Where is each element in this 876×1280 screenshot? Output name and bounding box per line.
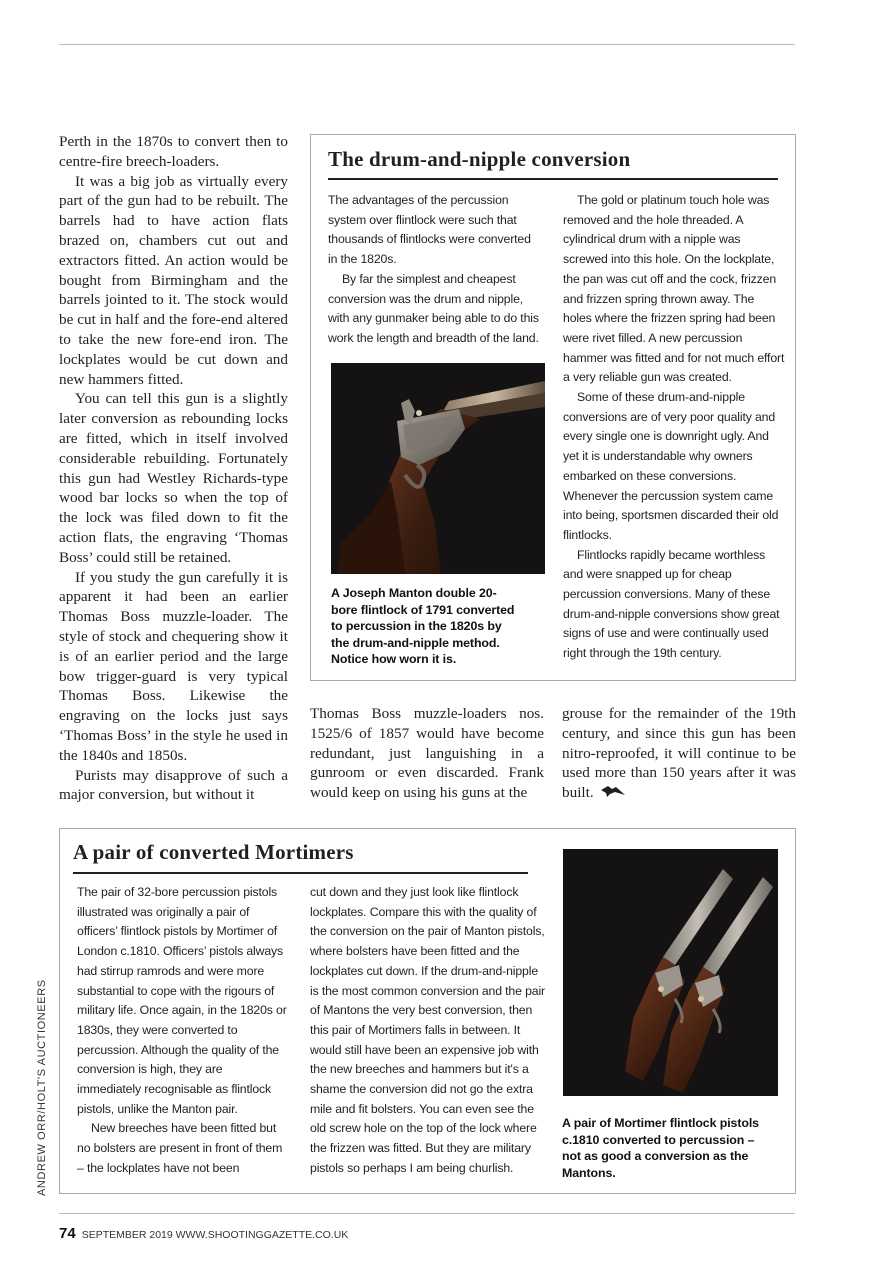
header-rule [59,44,795,45]
mortimer-photo-caption: A pair of Mortimer flintlock pistols c.1810 converted to percussion – not as good a conversion as the Mantons. [562,1116,759,1180]
mortimer-column-2 [310,883,546,1179]
main-col1-paragraph: Perth in the 1870s to convert then to centre-fire breech-loaders. [59,133,288,170]
main-col1-paragraph: If you study the gun carefully it is apparent it had been an earlier Thomas Boss muzzle-loader. The style of stock and chequering show it is of an earlier period and the large bow trigger-guard is very typical Thomas Boss. Likewise the engraving on the locks just says ‘Thomas Boss’ in the style he used in the 1840s and 1850s. [59,568,288,764]
drum-nipple-left-column [328,191,542,349]
drum-right-paragraph: Some of these drum-and-nipple conversions are of very poor quality and every single one is downright ugly. And yet it is understandable why owners embarked on these conversions. Whenever the percussion system came into being, sportsmen discarded their old flintlocks. [563,390,779,542]
drum-left-paragraph: By far the simplest and cheapest conversion was the drum and nipple, with any gunmaker being able to do this work the length and breadth of the land. [328,271,539,345]
mortimer-pistols-photo [563,849,778,1096]
main-col3-text: grouse for the remainder of the 19th century, and since this gun has been nitro-reproofed, it will continue to be used more than 150 years after it was built. [562,705,796,802]
mortimer-col1-paragraph: The pair of 32-bore percussion pistols illustrated was originally a pair of officers’ flintlock pistols by Mortimer of London c.1810. Officers’ pistols always had stirrup ramrods and were more substantial to cope with the rigours of military life. Once again, in the 1820s or 1830s, they were converted to percussion. Although the quality of the conversion is high, they are immediately recognisable as flintlock pistols, unlike the Manton pair. [77,885,287,1116]
main-column-3 [562,704,796,804]
main-col1-paragraph: You can tell this gun is a slightly later conversion as rebounding locks are fitted, which in itself involved considerable rebuilding. Fortunately this gun had Westley Richards-type wood bar locks so when the top of the lock was filed down to fit the action flats, the engraving ‘Thomas Boss’ could still be retained. [59,390,288,566]
main-col3-paragraph [562,704,796,804]
main-col1-paragraph: It was a big job as virtually every part of the gun had to be rebuilt. The barrels had to have action flats brazed on, chambers cut out and extractors fitted. An action would be bought from Birmingham and the barrels jointed to it. The stock would be cut in half and the fore-end altered to take the new fore-end iron. The lockplates would be cut down and new hammers fitted. [59,172,288,388]
main-col2-paragraph: Thomas Boss muzzle-loaders nos. 1525/6 of 1857 would have become redundant, just languishing in a gunroom or even discarded. Frank would keep on using his guns at the [310,705,544,802]
main-column-2 [310,704,544,803]
footer-text: SEPTEMBER 2019 WWW.SHOOTINGGAZETTE.CO.UK [81,1229,349,1241]
mortimer-pistols-image [563,849,778,1096]
footer-rule [59,1213,795,1214]
page-number: 74 [59,1225,76,1242]
photo-credit: ANDREW ORR/HOLT'S AUCTIONEERS [36,979,48,1196]
drum-nipple-title: The drum-and-nipple conversion [328,147,631,171]
mortimer-col2-paragraph: cut down and they just look like flintlock lockplates. Compare this with the quality of the conversion on the pair of Manton pistols, where bolsters have been fitted and the lockplates cut down. If the drum-and-nipple is the most common conversion and the pair of Mantons the very best conversion, then this pair of Mortimers falls in between. It would still have been an expensive job with the new breeches and hammers but it's a shame the conversion did not go the extra mile and fit bolsters. You can even see the old screw hole on the top of the lock where the frizzen was fitted. But they are military pistols so perhaps I am being churlish. [310,885,545,1175]
mortimer-sidebar [59,828,796,1194]
main-col1-paragraph: Purists may disapprove of such a major conversion, but without it [59,766,288,804]
drum-left-paragraph: The advantages of the percussion system over flintlock were such that thousands of flintlocks were converted in the 1820s. [328,193,531,267]
main-column-1 [59,132,288,805]
manton-photo-caption: A Joseph Manton double 20-bore flintlock of 1791 converted to percussion in the 1820s by the drum-and-nipple method. Notice how worn it is. [331,586,515,667]
drum-nipple-title-rule [328,178,778,180]
mortimer-title-rule [73,872,528,874]
page-footer [59,1225,348,1242]
mortimer-col1-paragraph: New breeches have been fitted but no bolsters are present in front of them – the lockplates have not been [77,1121,283,1175]
manton-gun-image [331,363,545,574]
bird-end-icon [600,784,626,804]
drum-nipple-sidebar [310,134,796,681]
drum-nipple-right-column [563,191,785,664]
mortimer-column-1 [77,883,289,1179]
drum-right-paragraph: Flintlocks rapidly became worthless and were snapped up for cheap percussion conversions. Many of these drum-and-nipple conversions show great signs of use and were continually used right through the 19th century. [563,547,780,661]
manton-flintlock-photo [331,363,545,574]
mortimer-title: A pair of converted Mortimers [73,840,354,864]
drum-right-paragraph: The gold or platinum touch hole was removed and the hole threaded. A cylindrical drum with a nipple was screwed into this hole. On the lockplate, the pan was cut off and the cock, frizzen and frizzen spring thrown away. The holes where the frizzen spring had been were rivet filled. A new percussion hammer was fitted and for not much effort a very reliable gun was created. [563,193,785,385]
